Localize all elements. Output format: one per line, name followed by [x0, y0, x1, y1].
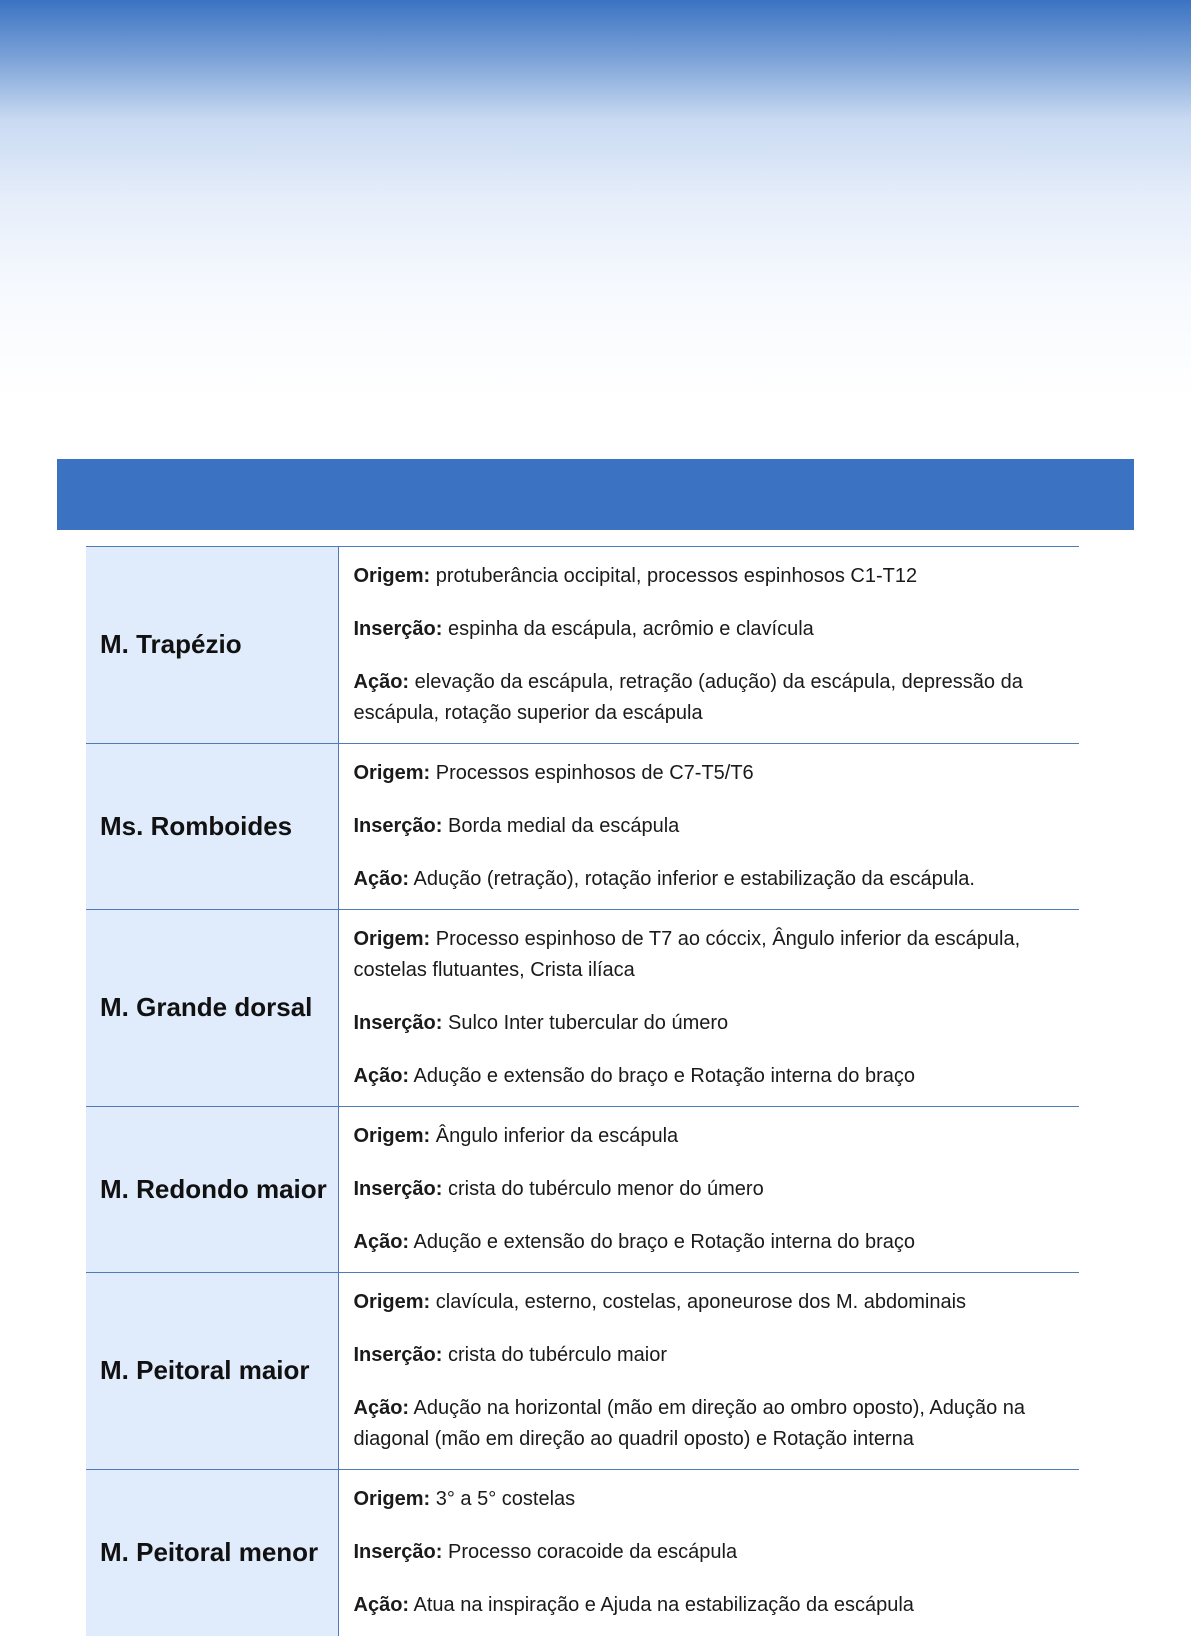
table-row [86, 1470, 1079, 1636]
action-line [354, 1227, 1072, 1258]
insertion-value: crista do tubérculo menor do úmero [448, 1178, 764, 1200]
action-value: Adução e extensão do braço e Rotação interna do braço [413, 1231, 915, 1253]
insertion-value: Sulco Inter tubercular do úmero [448, 1012, 729, 1034]
insertion-value: Borda medial da escápula [448, 815, 680, 837]
muscle-details [338, 1273, 1079, 1470]
table-row [86, 547, 1079, 744]
insertion-label: Inserção: [353, 1344, 443, 1366]
action-value: Adução (retração), rotação inferior e estabilização da escápula. [413, 868, 975, 890]
action-value: elevação da escápula, retração (adução) da escápula, depressão da escápula, rotação superior da escápula [353, 671, 1023, 724]
action-label: Ação: [353, 671, 410, 693]
action-value: Adução na horizontal (mão em direção ao ombro oposto), Adução na diagonal (mão em direção ao quadril oposto) e Rotação interna [353, 1397, 1026, 1450]
origin-line [354, 561, 1072, 592]
origin-label: Origem: [353, 1125, 431, 1147]
muscle-name: M. Peitoral menor [86, 1470, 338, 1636]
origin-value: Ângulo inferior da escápula [435, 1125, 679, 1147]
action-line [354, 1393, 1072, 1455]
insertion-label: Inserção: [353, 618, 443, 640]
muscle-name: M. Redondo maior [86, 1107, 338, 1273]
action-line [354, 667, 1072, 729]
origin-label: Origem: [353, 1488, 431, 1511]
action-label: Ação: [353, 1594, 410, 1617]
muscle-name: M. Trapézio [86, 547, 338, 744]
title-band [57, 459, 1134, 530]
muscle-details [338, 910, 1079, 1107]
insertion-label: Inserção: [353, 1178, 443, 1200]
table-row [86, 1273, 1079, 1470]
table-row [86, 910, 1079, 1107]
muscle-name: M. Peitoral maior [86, 1273, 338, 1470]
action-line [354, 864, 1072, 895]
action-line [354, 1590, 1072, 1621]
insertion-line [354, 1537, 1072, 1568]
origin-label: Origem: [353, 565, 431, 587]
table-row [86, 1107, 1079, 1273]
insertion-label: Inserção: [353, 1541, 443, 1564]
muscle-name: M. Grande dorsal [86, 910, 338, 1107]
action-label: Ação: [353, 1231, 410, 1253]
insertion-label: Inserção: [353, 815, 443, 837]
table-row [86, 744, 1079, 910]
action-value: Adução e extensão do braço e Rotação interna do braço [413, 1065, 915, 1087]
header-gradient-banner [0, 0, 1191, 400]
insertion-line [354, 1008, 1072, 1039]
muscle-details [338, 547, 1079, 744]
origin-label: Origem: [353, 762, 431, 784]
origin-label: Origem: [353, 928, 431, 950]
insertion-line [354, 1174, 1072, 1205]
origin-line [354, 1484, 1072, 1515]
origin-value: clavícula, esterno, costelas, aponeurose dos M. abdominais [435, 1291, 967, 1313]
insertion-value: crista do tubérculo maior [448, 1344, 667, 1366]
origin-value: protuberância occipital, processos espinhosos C1-T12 [435, 565, 918, 587]
origin-line [354, 1121, 1072, 1152]
action-line [354, 1061, 1072, 1092]
action-label: Ação: [353, 868, 410, 890]
insertion-value: espinha da escápula, acrômio e clavícula [448, 618, 814, 640]
muscle-details [338, 1470, 1079, 1636]
insertion-line [354, 1340, 1072, 1371]
origin-value: Processo espinhoso de T7 ao cóccix, Ângulo inferior da escápula, costelas flutuantes, Crista ilíaca [353, 928, 1021, 981]
origin-label: Origem: [353, 1291, 431, 1313]
origin-line [354, 924, 1072, 986]
origin-line [354, 758, 1072, 789]
insertion-label: Inserção: [353, 1012, 443, 1034]
action-label: Ação: [353, 1065, 410, 1087]
insertion-line [354, 811, 1072, 842]
insertion-value: Processo coracoide da escápula [448, 1541, 738, 1564]
muscle-table [86, 546, 1079, 1636]
muscle-name: Ms. Romboides [86, 744, 338, 910]
muscle-details [338, 1107, 1079, 1273]
insertion-line [354, 614, 1072, 645]
action-label: Ação: [353, 1397, 410, 1419]
origin-value: 3° a 5° costelas [435, 1488, 576, 1511]
muscle-details [338, 744, 1079, 910]
origin-line [354, 1287, 1072, 1318]
action-value: Atua na inspiração e Ajuda na estabilização da escápula [413, 1594, 914, 1617]
origin-value: Processos espinhosos de C7-T5/T6 [435, 762, 754, 784]
